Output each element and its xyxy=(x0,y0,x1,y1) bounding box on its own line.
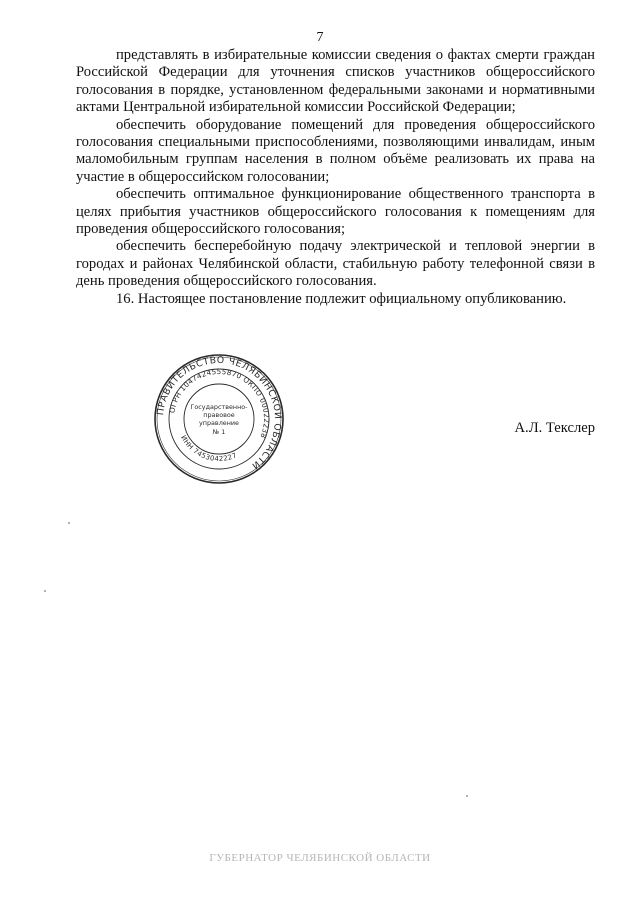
footer-watermark: ГУБЕРНАТОР ЧЕЛЯБИНСКОЙ ОБЛАСТИ xyxy=(209,852,431,864)
seal-center-line: управление xyxy=(199,419,239,427)
seal-center-line: Государственно- xyxy=(190,403,248,411)
seal-center-line: № 1 xyxy=(212,428,226,436)
paragraph: обеспечить оборудование помещений для проведения общероссийского голосования специальными приспособлениями, позволяющими инвалидам, иным маломобильным группам населения в полном объёме реализовать их права на участие в общероссийском голосовании; xyxy=(76,116,595,185)
seal-inn-text: ИНН 7453042227 xyxy=(179,433,239,464)
scan-speck xyxy=(68,522,70,524)
paragraph: 16. Настоящее постановление подлежит официальному опубликованию. xyxy=(116,290,567,307)
paragraph: обеспечить бесперебойную подачу электрической и тепловой энергии в городах и районах Челябинской области, стабильную работу телефонной связи в день проведения общероссийского голосования. xyxy=(76,238,595,290)
signer-name: А.Л. Текслер xyxy=(514,420,595,436)
scan-speck xyxy=(466,795,468,797)
seal-outer-text: ПРАВИТЕЛЬСТВО ЧЕЛЯБИНСКОЙ ОБЛАСТИ xyxy=(155,354,284,472)
seal-center-line: правовое xyxy=(203,411,235,419)
paragraph: представлять в избирательные комиссии сведения о фактах смерти граждан Российской Федерации для уточнения списков участников общероссийского голосования в порядке, установленном федеральными законами и нормативными актами Центральной избирательной комиссии Российской Федерации; xyxy=(76,47,595,116)
official-seal xyxy=(153,353,285,485)
document-body xyxy=(76,47,595,308)
paragraph: обеспечить оптимальное функционирование общественного транспорта в целях прибытия участников общероссийского голосования к помещениям для проведения общероссийского голосования; xyxy=(76,186,595,238)
seal-middle-text: ОГРН 1047424555870 ОКПО 00022238 xyxy=(167,366,272,440)
scan-speck xyxy=(44,590,46,592)
signature-block xyxy=(76,354,595,508)
page-number: 7 xyxy=(316,30,324,45)
